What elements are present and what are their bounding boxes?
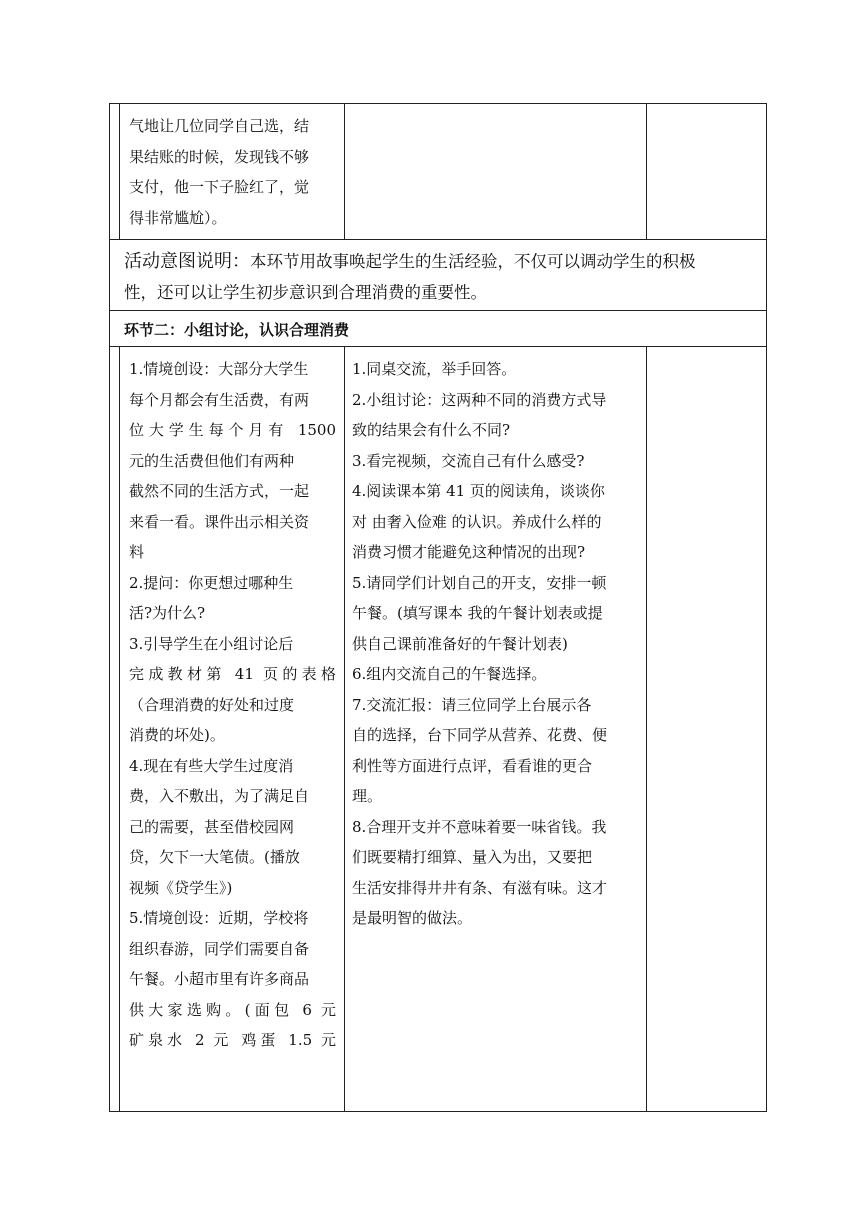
- student-activity-line: 自的选择，台下同学从营养、花费、便: [352, 726, 608, 744]
- student-activity-line: 生活安排得井井有条、有滋有味。这才: [352, 878, 608, 897]
- continuation-row: [110, 104, 767, 240]
- student-activity-line: 是最明智的做法。: [352, 909, 473, 927]
- student-activity-line: 理。: [352, 787, 383, 805]
- student-activity-line: 对 由奢入俭难 的认识。养成什么样的: [352, 512, 602, 531]
- student-continuation-cell: [345, 104, 647, 240]
- teacher-activity-line: 4.现在有些大学生过度消: [129, 756, 294, 775]
- teacher-continuation-line: 得非常尴尬）。: [129, 208, 227, 227]
- student-activity-line: 7.交流汇报：请三位同学上台展示各: [352, 695, 592, 714]
- intent-text-1: 本环节用故事唤起学生的生活经验，不仅可以调动学生的积极: [250, 252, 696, 271]
- teacher-activity-line: 完成教材第 41 页的表格: [129, 665, 336, 683]
- activity-intent-cell: [110, 240, 767, 311]
- activities-row: [110, 347, 767, 1112]
- teacher-activity-line: 组织春游，同学们需要自备: [129, 939, 310, 958]
- student-activity-line: 6.组内交流自己的午餐选择。: [352, 665, 547, 683]
- teacher-activity-line: 位大学生每个月有 1500: [129, 421, 336, 439]
- student-activity-line: 供自己课前准备好的午餐计划表): [352, 634, 568, 653]
- teacher-activity-line: 贷，欠下一大笔债。(播放: [129, 848, 300, 866]
- teacher-activity-line: 来看一看。课件出示相关资: [129, 512, 310, 531]
- teacher-activity-line: 矿泉水 2 元 鸡蛋 1.5 元: [129, 1031, 336, 1049]
- section-title: 环节二：小组讨论，认识合理消费: [124, 321, 350, 339]
- teacher-activity-line: 1.情境创设：大部分大学生: [129, 360, 309, 378]
- teacher-activity-line: 己的需要，甚至借校园网: [129, 817, 295, 836]
- teacher-activity-line: 午餐。小超市里有许多商品: [129, 970, 310, 988]
- margin-cell: [110, 104, 120, 240]
- teacher-activity-line: 消费的坏处)。: [129, 726, 225, 744]
- teacher-activity-line: 供大家选购。(面包 6 元: [129, 1000, 336, 1019]
- activity-intent-row: [110, 240, 767, 311]
- teacher-activity-line: 截然不同的生活方式，一起: [129, 482, 310, 500]
- teacher-continuation-cell: [120, 104, 345, 240]
- student-activity-line: 8.合理开支并不意味着要一味省钱。我: [352, 817, 607, 836]
- student-activity-line: 3.看完视频，交流自己有什么感受?: [352, 451, 585, 470]
- student-activity-line: 午餐。(填写课本 我的午餐计划表或提: [352, 604, 603, 622]
- teacher-activity-line: 5.情境创设：近期，学校将: [129, 909, 309, 927]
- student-activity-line: 利性等方面进行点评，看看谁的更合: [352, 756, 593, 775]
- notes-cell: [647, 347, 767, 1112]
- teacher-activity-line: （合理消费的好处和过度: [129, 695, 295, 714]
- student-activity-line: 们既要精打细算、量入为出，又要把: [352, 848, 593, 866]
- teacher-activity-line: 2.提问：你更想过哪种生: [129, 573, 294, 592]
- intent-text-2: 性，还可以让学生初步意识到合理消费的重要性。: [124, 283, 487, 302]
- student-activity-line: 1.同桌交流，举手回答。: [352, 360, 517, 378]
- section-title-cell: [110, 311, 767, 347]
- student-activity-line: 消费习惯才能避免这种情况的出现?: [352, 543, 586, 561]
- teacher-activity-cell: [120, 347, 345, 1112]
- notes-continuation-cell: [647, 104, 767, 240]
- teacher-continuation-line: 气地让几位同学自己选，结: [129, 117, 310, 135]
- teacher-activity-line: 活?为什么?: [129, 604, 206, 622]
- student-activity-line: 5.请同学们计划自己的开支，安排一顿: [352, 573, 607, 592]
- teacher-activity-line: 视频《贷学生》): [129, 878, 233, 897]
- teacher-activity-line: 3.引导学生在小组讨论后: [129, 634, 294, 653]
- teacher-activity-line: 元的生活费但他们有两种: [129, 451, 295, 470]
- student-activity-line: 2.小组讨论：这两种不同的消费方式导: [352, 390, 607, 409]
- student-activity-line: 4.阅读课本第 41 页的阅读角，谈谈你: [352, 482, 605, 500]
- section-title-row: [110, 311, 767, 347]
- teacher-activity-line: 每个月都会有生活费，有两: [129, 390, 310, 409]
- student-activity-cell: [345, 347, 647, 1112]
- teacher-activity-line: 料: [129, 543, 145, 561]
- student-activity-line: 致的结果会有什么不同?: [352, 421, 511, 439]
- margin-cell: [110, 347, 120, 1112]
- intent-label: 活动意图说明：: [124, 251, 250, 272]
- teacher-continuation-line: 支付，他一下子脸红了，觉: [129, 178, 310, 196]
- teacher-activity-line: 费，入不敷出，为了满足自: [129, 787, 310, 805]
- teacher-continuation-line: 果结账的时候，发现钱不够: [129, 147, 310, 166]
- lesson-plan-table: [109, 103, 767, 1112]
